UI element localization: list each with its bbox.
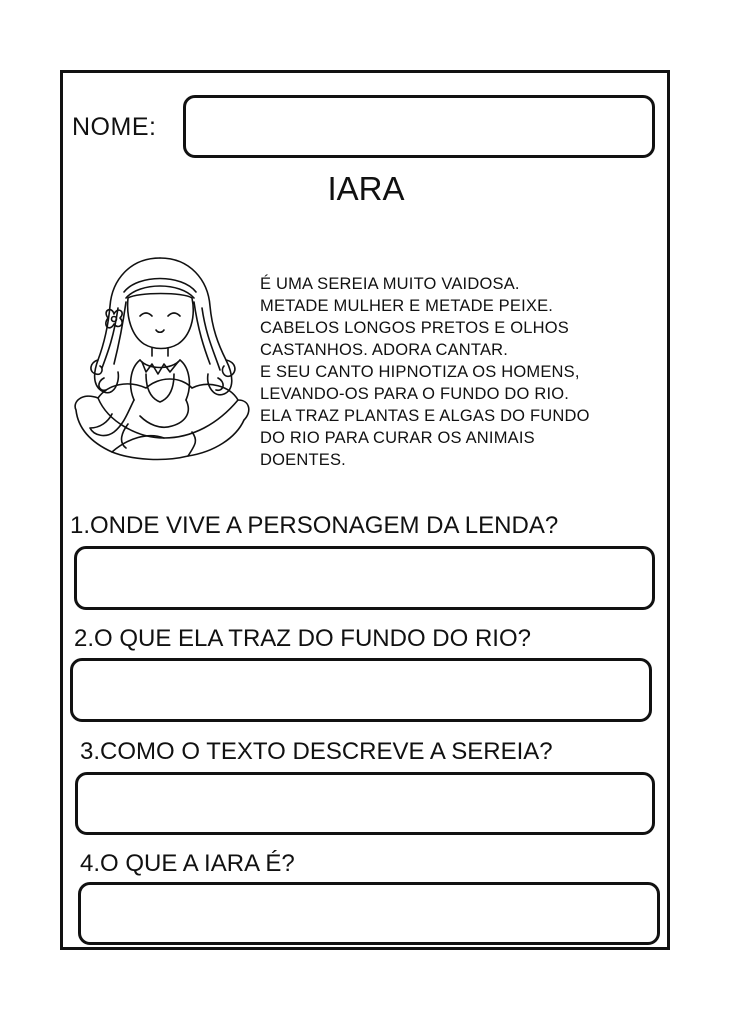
page-title: IARA <box>327 170 405 207</box>
name-label: NOME: <box>72 113 157 141</box>
story-line: DOENTES. <box>260 451 346 469</box>
question-4: 4.O QUE A IARA É? <box>80 850 295 877</box>
story-line: CASTANHOS. ADORA CANTAR. <box>260 341 509 359</box>
answer-1-field[interactable] <box>74 546 655 610</box>
story-line: É UMA SEREIA MUITO VAIDOSA. <box>260 275 520 293</box>
story-line: DO RIO PARA CURAR OS ANIMAIS <box>260 429 535 447</box>
question-2: 2.O QUE ELA TRAZ DO FUNDO DO RIO? <box>74 625 531 652</box>
answer-2-field[interactable] <box>70 658 652 722</box>
story-line: LEVANDO-OS PARA O FUNDO DO RIO. <box>260 385 570 403</box>
story-line: CABELOS LONGOS PRETOS E OLHOS <box>260 319 570 337</box>
story-line: E SEU CANTO HIPNOTIZA OS HOMENS, <box>260 363 580 381</box>
question-3: 3.COMO O TEXTO DESCREVE A SEREIA? <box>80 738 553 765</box>
story-line: ELA TRAZ PLANTAS E ALGAS DO FUNDO <box>260 407 590 425</box>
name-field[interactable] <box>183 95 655 158</box>
mermaid-illustration <box>68 252 253 472</box>
question-1: 1.ONDE VIVE A PERSONAGEM DA LENDA? <box>70 512 559 539</box>
story-text <box>260 273 680 471</box>
story-line: METADE MULHER E METADE PEIXE. <box>260 297 554 315</box>
answer-4-field[interactable] <box>78 882 660 945</box>
answer-3-field[interactable] <box>75 772 655 835</box>
